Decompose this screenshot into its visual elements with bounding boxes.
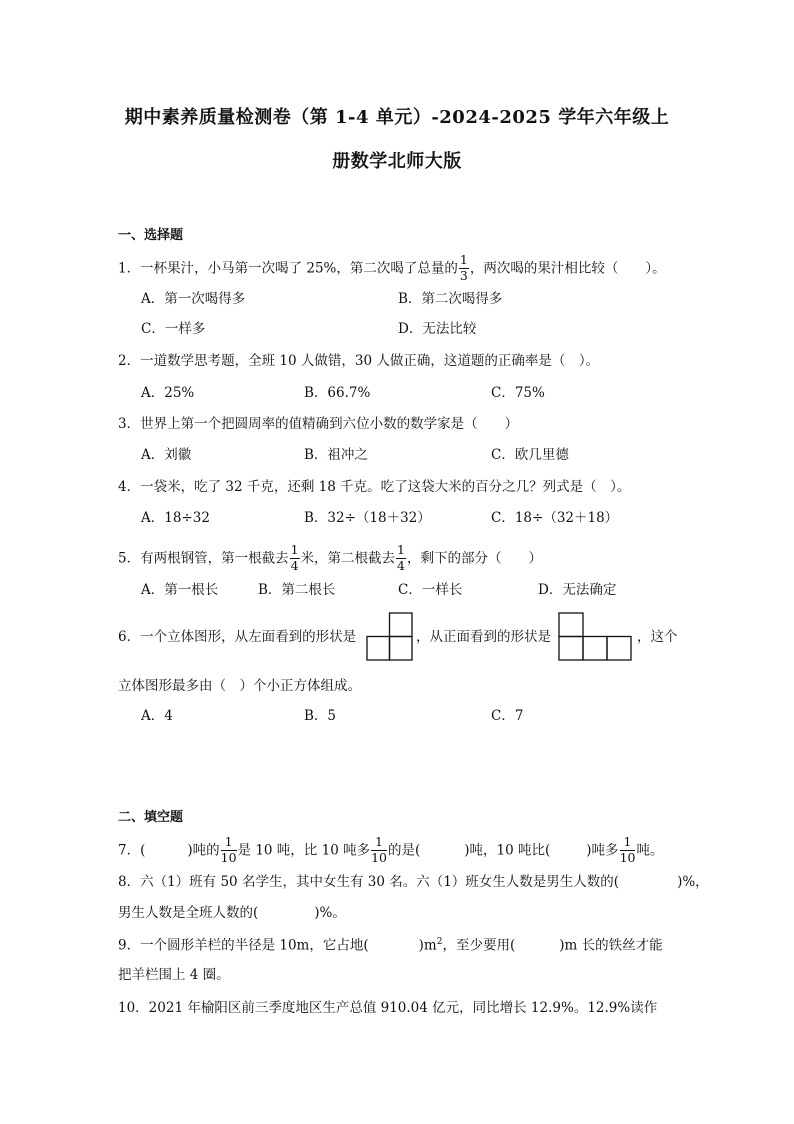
question-3: 3．世界上第一个把圆周率的值精确到六位小数的数学家是（ ）: [118, 416, 519, 432]
q5-fraction-2: [396, 544, 406, 572]
q8-text-b: )%，: [677, 874, 709, 890]
q8-text-a: 8．六（1）班有 50 名学生，其中女生有 30 名。六（1）班女生人数是男生人数的(: [118, 874, 620, 890]
frac-numerator: 1: [290, 542, 299, 557]
q1-option-b[interactable]: B．第二次喝得多: [398, 291, 503, 307]
q2-option-a[interactable]: A．25%: [141, 385, 195, 401]
q2-option-c[interactable]: C．75%: [491, 385, 545, 401]
cube-square: [583, 637, 607, 661]
q1-text-b: ，两次喝的果汁相比较（ ）。: [469, 260, 666, 277]
question-1: [118, 252, 666, 283]
q4-option-c[interactable]: C．18÷（32＋18）: [491, 510, 619, 526]
q6-option-a[interactable]: A．4: [141, 708, 173, 724]
q6-text-line2: 立体图形最多由（ ）个小正方体组成。: [118, 678, 361, 694]
question-9: [118, 938, 663, 953]
q5-option-c[interactable]: C．一样长: [398, 582, 463, 598]
q7-text-c: 是 10 吨，比 10 吨多: [237, 842, 371, 859]
frac-numerator: 1: [221, 836, 237, 851]
document-title-line1: 期中素养质量检测卷（第 1-4 单元）-2024-2025 学年六年级上: [124, 107, 670, 128]
q9-text-b: )m: [418, 937, 437, 954]
q1-fraction: [459, 254, 469, 282]
question-2: 2．一道数学思考题，全班 10 人做错，30 人做正确，这道题的正确率是（ ）。: [118, 353, 600, 369]
q1-option-c[interactable]: C．一样多: [141, 321, 206, 337]
question-8: [118, 876, 709, 890]
q7-text-a: 7．(: [118, 842, 146, 859]
q9-text-d: )m 长的铁丝才能: [559, 937, 663, 954]
question-5: [118, 542, 542, 573]
frac-numerator: 1: [459, 252, 468, 267]
cube-square: [559, 613, 583, 637]
front-view-figure: [558, 612, 634, 662]
q9-superscript: 2: [436, 937, 443, 947]
frac-numerator: 1: [371, 836, 387, 851]
q7-text-d: 的是(: [387, 842, 421, 859]
frac-denominator: 10: [220, 849, 237, 865]
q3-option-a[interactable]: A．刘徽: [141, 447, 192, 463]
question-10: 10．2021 年榆阳区前三季度地区生产总值 910.04 亿元，同比增长 12.9%。12.9%读作: [118, 1000, 658, 1016]
question-8-line2: [118, 907, 346, 921]
cube-square: [607, 637, 631, 661]
q7-fraction-1: [221, 836, 237, 864]
q1-option-a[interactable]: A．第一次喝得多: [141, 291, 246, 307]
q4-option-b[interactable]: B．32÷（18＋32）: [304, 510, 431, 526]
q8-text-c: 男生人数是全班人数的(: [118, 905, 259, 921]
q3-option-b[interactable]: B．祖冲之: [304, 447, 368, 463]
cube-square: [559, 637, 583, 661]
q6-option-b[interactable]: B．5: [304, 708, 337, 724]
q5-option-d[interactable]: D．无法确定: [538, 582, 617, 598]
q6-text-b: ，从正面看到的形状是: [416, 629, 551, 645]
q2-option-b[interactable]: B．66.7%: [304, 385, 371, 401]
q9-text-a: 9．一个圆形羊栏的半径是 10m，它占地(: [118, 937, 369, 954]
q5-option-b[interactable]: B．第二根长: [258, 582, 336, 598]
q3-option-c[interactable]: C．欧几里德: [491, 447, 569, 463]
section-heading-fill: 二、填空题: [118, 810, 184, 825]
q4-option-a[interactable]: A．18÷32: [141, 510, 210, 526]
q7-fraction-3: [620, 836, 636, 864]
frac-denominator: 10: [619, 849, 636, 865]
q6-option-c[interactable]: C．7: [491, 708, 524, 724]
question-6: 6．一个立体图形，从左面看到的形状是: [118, 629, 357, 645]
frac-denominator: 4: [290, 557, 299, 573]
q1-text-a: 1．一杯果汁，小马第一次喝了 25%，第二次喝了总量的: [118, 260, 458, 277]
q9-text-c: ，至少要用(: [442, 937, 516, 954]
q7-text-e: )吨，10 吨比(: [464, 842, 551, 859]
left-view-figure: [366, 612, 414, 662]
section-heading-choice: 一、选择题: [118, 228, 184, 243]
q7-text-g: 吨。: [636, 842, 664, 859]
q5-text-c: ，剩下的部分（ ）: [407, 550, 542, 567]
q7-text-b: )吨的: [187, 842, 220, 859]
q1-option-d[interactable]: D．无法比较: [398, 321, 477, 337]
frac-denominator: 10: [371, 849, 387, 865]
q7-text-f: )吨多: [586, 842, 619, 859]
cube-square: [367, 637, 390, 661]
q5-text-a: 5．有两根钢管，第一根截去: [118, 550, 289, 567]
frac-numerator: 1: [620, 836, 636, 851]
q7-fraction-2: [371, 836, 387, 864]
q5-text-b: 米，第二根截去: [300, 550, 396, 567]
frac-numerator: 1: [397, 542, 405, 557]
cube-square: [390, 637, 413, 661]
q8-text-d: )%。: [314, 905, 346, 921]
cube-square: [390, 613, 413, 637]
q5-option-a[interactable]: A．第一根长: [141, 582, 219, 598]
q5-fraction-1: [290, 544, 300, 572]
question-9-line2: 把羊栏围上 4 圈。: [118, 967, 230, 983]
question-4: 4．一袋米，吃了 32 千克，还剩 18 千克。吃了这袋大米的百分之几？列式是（ ）。: [118, 479, 631, 495]
question-7: [118, 834, 664, 865]
document-title-line2: 册数学北师大版: [332, 151, 462, 172]
frac-denominator: 3: [459, 267, 468, 283]
frac-denominator: 4: [397, 557, 405, 573]
q6-text-c: ，这个: [637, 629, 678, 645]
